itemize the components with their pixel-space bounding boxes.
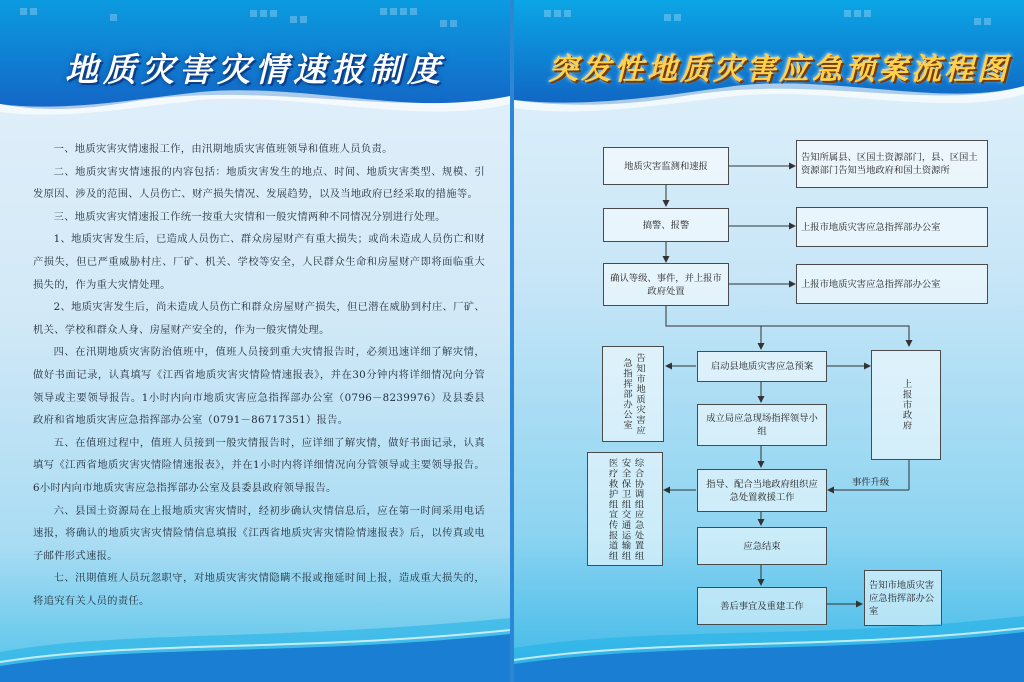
flow-monitor: 地质灾害监测和速报 (603, 147, 729, 185)
paragraph: 七、汛期值班人员玩忽职守，对地质灾害灾情隐瞒不报或拖延时间上报，造成重大损失的，将追究有关人员的责任。 (33, 572, 485, 607)
flow-connectors (514, 0, 1024, 682)
left-title: 地质灾害灾情速报制度 (65, 50, 445, 89)
flow-inform-bottom: 告知市地质灾害应急指挥部办公室 (864, 570, 942, 626)
flow-coord-groups (587, 452, 663, 566)
paragraph: 二、地质灾害灾情速报的内容包括：地质灾害发生的地点、时间、地质灾害类型、规模、引发原因、涉及的范围、人员伤亡、财产损失情况、发展趋势，以及当地政府已经采取的措施等。 (33, 165, 485, 201)
flow-alarm: 搞警、报警 (603, 208, 729, 242)
flow-inform-left (602, 346, 664, 442)
flow-notify-departments: 告知所属县、区国土资源部门，县、区国土资源部门告知当地政府和国土资源所 (796, 140, 988, 188)
paragraph: 五、在值班过程中，值班人员接到一般灾情报告时，应详细了解灾情，做好书面记录，认真填写《江西省地质灾害灾情险情速报表》，并在1小时内将详细情况向分管领导或主要领导报告。6小时内向市地质灾害应急指挥部办公室及县委县政府领导报告。 (33, 436, 485, 494)
flow-aftermath: 善后事宜及重建工作 (697, 587, 827, 625)
flow-inform-left-text: 告知市地质灾害应急指挥部办公室 (621, 352, 645, 436)
right-panel (514, 0, 1024, 682)
flow-coord-groups-text: 综合协调组应急处置组安全保卫组交通运输组医疗救护组宣传报道组 (606, 457, 644, 561)
regulation-text (33, 138, 485, 612)
left-panel (0, 0, 510, 682)
footer-wave (0, 612, 510, 682)
flow-set-leader: 成立局应急现场指挥领导小组 (697, 404, 827, 446)
flow-confirm: 确认等级、事件，并上报市政府处置 (603, 263, 729, 306)
flow-report-city-2: 上报市地质灾害应急指挥部办公室 (796, 264, 988, 304)
flowchart (514, 0, 1024, 682)
right-title: 突发性地质灾害应急预案流程图 (548, 52, 1010, 87)
flow-report-city-1: 上报市地质灾害应急指挥部办公室 (796, 207, 988, 247)
paragraph: 1、地质灾害发生后，已造成人员伤亡、群众房屋财产有重大损失；或尚未造成人员伤亡和财产损失，但已严重威胁村庄、厂矿、机关、学校等安全，人民群众生命和房屋财产即将面临重大损失的，作为重大灾情处理。 (33, 233, 485, 291)
flow-report-gov (871, 350, 941, 460)
flow-report-gov-text: 上报市政府 (900, 379, 912, 431)
flow-end: 应急结束 (697, 527, 827, 565)
paragraph: 六、县国土资源局在上报地质灾害灾情时，经初步确认灾情信息后，应在第一时间采用电话速报，将确认的地质灾害灾情险情信息填报《江西省地质灾害灾情险情速报表》后，以传真或电子邮件形式速报。 (33, 504, 485, 562)
paragraph: 四、在汛期地质灾害防治值班中，值班人员接到重大灾情报告时，必须迅速详细了解灾情，做好书面记录，认真填写《江西省地质灾害灾情险情速报表》，并在30分钟内将详细情况向分管领导或主要领导报告。1小时内向市地质灾害应急指挥部办公室（0796－8239976）及县委县政府和省地质灾害应急指挥部办公室（0791－86717351）报告。 (33, 346, 485, 427)
paragraph: 2、地质灾害发生后，尚未造成人员伤亡和群众房屋财产损失，但已潜在威胁到村庄、厂矿、机关、学校和群众人身、房屋财产安全的，作为一般灾情处理。 (33, 301, 485, 336)
flow-start-plan: 启动县地质灾害应急预案 (697, 351, 827, 382)
footer-wave (514, 612, 1024, 682)
flow-guide: 指导、配合当地政府组织应急处置救援工作 (697, 469, 827, 512)
paragraph: 一、地质灾害灾情速报工作，由汛期地质灾害值班领导和值班人员负责。 (53, 143, 393, 155)
paragraph: 三、地质灾害灾情速报工作统一按重大灾情和一般灾情两种不同情况分别进行处理。 (53, 210, 446, 223)
flow-escalate-label: 事件升级 (852, 477, 890, 488)
